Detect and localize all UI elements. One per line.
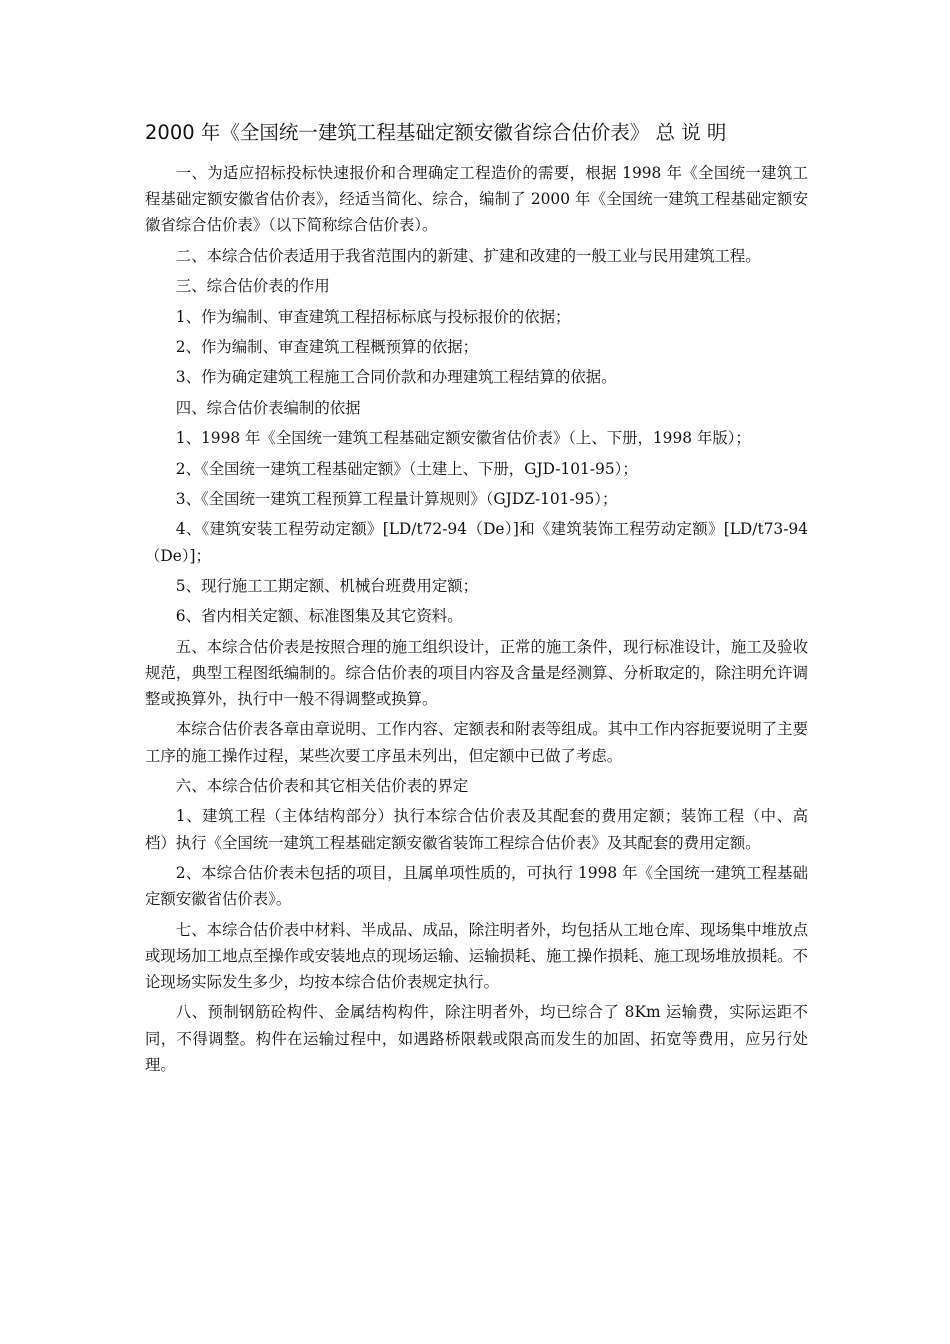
paragraph-10: 3、《全国统一建筑工程预算工程量计算规则》（GJDZ-101-95）； bbox=[175, 489, 618, 508]
document-title: 2000 年《全国统一建筑工程基础定额安徽省综合估价表》 总 说 明 bbox=[145, 121, 727, 144]
paragraph-19: 七、本综合估价表中材料、半成品、成品，除注明者外，均包括从工地仓库、现场集中堆放点或现场加工地点至操作或安装地点的现场运输、运输损耗、施工操作损耗、施工现场堆放损耗。不论现场实际发生多少，均按本综合估价表规定执行。 bbox=[145, 920, 808, 992]
paragraph-9: 2、《全国统一建筑工程基础定额》（土建上、下册，GJD-101-95）； bbox=[175, 459, 638, 478]
paragraph-11: 4、《建筑安装工程劳动定额》[LD/t72-94（De）]和《建筑装饰工程劳动定额》[LD/t73-94（De）]； bbox=[145, 520, 808, 565]
paragraph-17: 1、建筑工程（主体结构部分）执行本综合估价表及其配套的费用定额；装饰工程（中、高档）执行《全国统一建筑工程基础定额安徽省装饰工程综合估价表》及其配套的费用定额。 bbox=[145, 807, 808, 852]
paragraph-13: 6、省内相关定额、标准图集及其它资料。 bbox=[175, 607, 463, 626]
paragraph-3: 三、综合估价表的作用 bbox=[175, 277, 330, 296]
paragraph-20: 八、预制钢筋砼构件、金属结构构件，除注明者外，均已综合了 8Km 运输费，实际运距不同，不得调整。构件在运输过程中，如遇路桥限载或限高而发生的加固、拓宽等费用，应另行处理。 bbox=[145, 1003, 808, 1074]
paragraph-1: 一、为适应招标投标快速报价和合理确定工程造价的需要，根据 1998 年《全国统一建筑工程基础定额安徽省估价表》，经适当简化、综合，编制了 2000 年《全国统一建筑工程基础定额安徽省综合估价表》（以下简称综合估价表）。 bbox=[145, 164, 808, 235]
paragraph-2: 二、本综合估价表适用于我省范围内的新建、扩建和改建的一般工业与民用建筑工程。 bbox=[175, 246, 761, 265]
paragraph-7: 四、综合估价表编制的依据 bbox=[175, 398, 361, 417]
paragraph-18: 2、本综合估价表未包括的项目，且属单项性质的，可执行 1998 年《全国统一建筑工程基础定额安徽省估价表》。 bbox=[145, 864, 808, 909]
paragraph-5: 2、作为编制、审查建筑工程概预算的依据； bbox=[175, 337, 479, 356]
paragraph-4: 1、作为编制、审查建筑工程招标标底与投标报价的依据； bbox=[175, 307, 571, 326]
paragraph-6: 3、作为确定建筑工程施工合同价款和办理建筑工程结算的依据。 bbox=[175, 368, 617, 387]
paragraph-8: 1、1998 年《全国统一建筑工程基础定额安徽省估价表》（上、下册，1998 年版）； bbox=[175, 429, 751, 448]
paragraph-14: 五、本综合估价表是按照合理的施工组织设计，正常的施工条件，现行标准设计，施工及验收规范，典型工程图纸编制的。综合估价表的项目内容及含量是经测算、分析取定的，除注明允许调整或换算外，执行中一般不得调整或换算。 bbox=[145, 637, 808, 709]
paragraph-12: 5、现行施工工期定额、机械台班费用定额； bbox=[175, 576, 479, 595]
document-body bbox=[145, 160, 808, 1082]
paragraph-16: 六、本综合估价表和其它相关估价表的界定 bbox=[175, 777, 469, 796]
paragraph-15: 本综合估价表各章由章说明、工作内容、定额表和附表等组成。其中工作内容扼要说明了主要工序的施工操作过程，某些次要工序虽未列出，但定额中已做了考虑。 bbox=[145, 720, 808, 765]
